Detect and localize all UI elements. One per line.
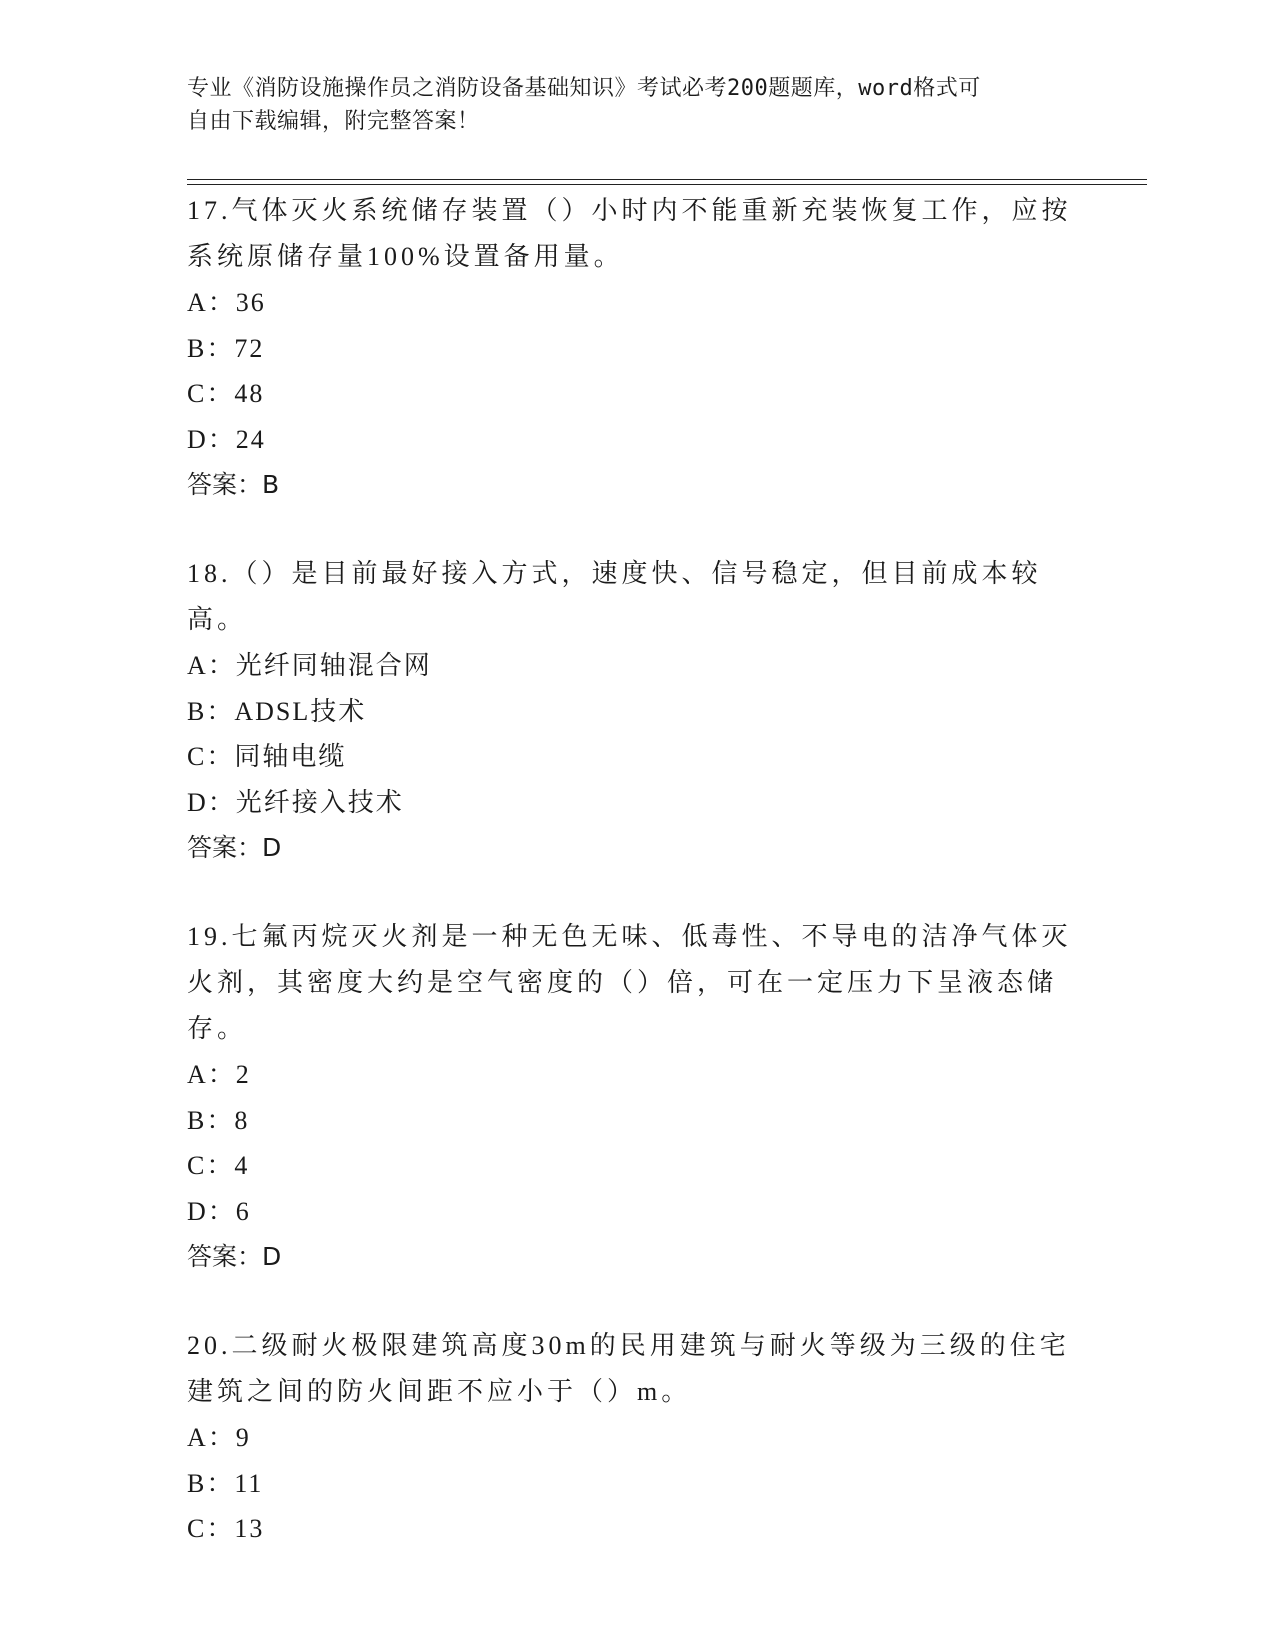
question-20 — [187, 1323, 1087, 1552]
question-stem: 17.气体灭火系统储存装置（）小时内不能重新充装恢复工作，应按系统原储存量100%设置备用量。 — [187, 196, 1072, 271]
option-b: B：8 — [187, 1105, 250, 1135]
header-line-1: 专业《消防设施操作员之消防设备基础知识》考试必考200题题库，word格式可 — [187, 76, 981, 101]
option-b: B：ADSL技术 — [187, 696, 367, 726]
answer-line: 答案：B — [187, 470, 280, 499]
option-a: A：2 — [187, 1060, 251, 1089]
option-a: A：光纤同轴混合网 — [187, 651, 432, 680]
header-divider-bottom — [187, 184, 1147, 185]
header-line-2: 自由下载编辑，附完整答案！ — [187, 109, 480, 134]
answer-line: 答案：D — [187, 833, 282, 862]
option-d: D：24 — [187, 424, 266, 454]
question-19 — [187, 914, 1087, 1279]
document-header — [187, 72, 1067, 138]
option-c: C：4 — [187, 1151, 250, 1180]
option-a: A：36 — [187, 288, 266, 317]
option-d: D：6 — [187, 1196, 251, 1226]
option-c: C：13 — [187, 1514, 265, 1543]
answer-line: 答案：D — [187, 1242, 282, 1271]
header-divider-top — [187, 179, 1147, 180]
question-18 — [187, 551, 1087, 870]
question-list — [187, 188, 1087, 1596]
option-b: B：72 — [187, 333, 265, 363]
question-stem: 20.二级耐火极限建筑高度30m的民用建筑与耐火等级为三级的住宅建筑之间的防火间距不应小于（）m。 — [187, 1331, 1070, 1406]
option-c: C：同轴电缆 — [187, 742, 347, 771]
question-17 — [187, 188, 1087, 507]
option-b: B：11 — [187, 1468, 264, 1498]
option-c: C：48 — [187, 379, 265, 408]
option-d: D：光纤接入技术 — [187, 787, 404, 817]
question-stem: 19.七氟丙烷灭火剂是一种无色无味、低毒性、不导电的洁净气体灭火剂，其密度大约是空气密度的（）倍，可在一定压力下呈液态储存。 — [187, 922, 1072, 1043]
option-a: A：9 — [187, 1423, 251, 1452]
question-stem: 18.（）是目前最好接入方式，速度快、信号稳定，但目前成本较高。 — [187, 559, 1042, 634]
